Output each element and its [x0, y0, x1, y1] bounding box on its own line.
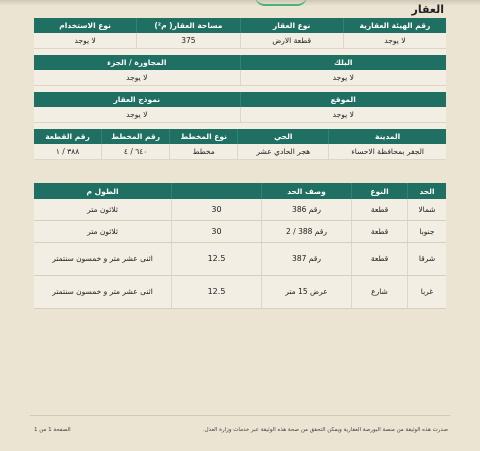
group2-value-row: [34, 70, 446, 86]
value-cell: هجر الحادي عشر: [238, 144, 329, 159]
length-cell: 30: [172, 199, 262, 220]
header-cell: الحي: [238, 129, 329, 144]
header-cell: وصف الحد: [262, 183, 352, 199]
side-cell: شرقا: [418, 254, 436, 264]
header-cell: مساحة العقار( م²): [137, 18, 240, 33]
value-cell: 375: [137, 33, 240, 48]
group2-header-row: [34, 55, 446, 70]
side-cell: شمالا: [418, 204, 436, 214]
decorative-swoosh: [255, 0, 307, 6]
footer-divider: [30, 415, 450, 416]
type-cell: قطعة: [352, 221, 408, 242]
side-cell: غربا: [420, 287, 434, 297]
header-cell: نوع الاستخدام: [34, 18, 137, 33]
group3-header-row: [34, 92, 446, 107]
length-cell: 12.5: [172, 276, 262, 308]
side-cell: جنوبا: [419, 226, 435, 236]
value-cell: لا يوجد: [34, 107, 241, 122]
value-cell: مخطط: [170, 144, 238, 159]
value-cell: لا يوجد: [332, 73, 354, 82]
length-text-cell: ثلاثون متر: [34, 221, 172, 242]
length-text-cell: اثنى عشر متر و خمسون سنتمتر: [34, 276, 172, 308]
header-cell: [172, 183, 262, 199]
header-cell: نوع العقار: [241, 18, 344, 33]
boundaries-header-row: [34, 183, 446, 199]
boundaries-table: [34, 183, 446, 309]
header-cell: الموقع: [330, 95, 356, 104]
group4-header-row: [34, 129, 446, 144]
header-cell: الحد: [419, 186, 435, 196]
group1-value-row: [34, 33, 446, 49]
type-cell: قطعة: [352, 243, 408, 275]
value-cell: ٣٨٨ / ١: [34, 144, 102, 159]
header-cell: نموذج العقار: [34, 92, 241, 107]
table-row: [34, 276, 446, 309]
header-cell: رقم الهيئة العقارية: [359, 21, 431, 30]
header-cell: رقم المخطط: [102, 129, 170, 144]
header-cell: نوع المخطط: [170, 129, 238, 144]
value-cell: ٦٤٠ / ٤: [102, 144, 170, 159]
group1-header-row: [34, 18, 446, 33]
value-cell: قطعة الارض: [241, 33, 344, 48]
header-cell: الطول م: [34, 183, 172, 199]
property-info-panel: [34, 18, 446, 160]
header-cell: رقم القطعة: [34, 129, 102, 144]
value-cell: الجفر بمحافظة الاحساء: [351, 147, 424, 156]
table-row: [34, 243, 446, 276]
type-cell: شارع: [352, 276, 408, 308]
table-row: [34, 199, 446, 221]
header-cell: البلك: [334, 58, 353, 67]
value-cell: لا يوجد: [34, 33, 137, 48]
length-cell: 12.5: [172, 243, 262, 275]
footer-note: صدرت هذه الوثيقة من منصة البورصة العقارية ويمكن التحقق من صحة هذه الوثيقة عبر خدمات وزارة العدل.: [202, 427, 448, 433]
section-title: العقار: [411, 3, 444, 16]
length-text-cell: اثنى عشر متر و خمسون سنتمتر: [34, 243, 172, 275]
type-cell: قطعة: [352, 199, 408, 220]
header-cell: المجاورة / الجزء: [34, 55, 241, 70]
page-number: الصفحة 1 من 1: [34, 427, 71, 433]
value-cell: لا يوجد: [34, 70, 241, 85]
header-cell: النوع: [352, 183, 408, 199]
desc-cell: رقم 388 / 2: [262, 221, 352, 242]
value-cell: لا يوجد: [332, 110, 354, 119]
desc-cell: عرض 15 متر: [262, 276, 352, 308]
length-cell: 30: [172, 221, 262, 242]
desc-cell: رقم 386: [262, 199, 352, 220]
length-text-cell: ثلاثون متر: [34, 199, 172, 220]
group3-value-row: [34, 107, 446, 123]
top-shadow: [0, 0, 480, 6]
header-cell: المدينة: [375, 132, 401, 141]
table-row: [34, 221, 446, 243]
desc-cell: رقم 387: [262, 243, 352, 275]
value-cell: لا يوجد: [384, 36, 406, 45]
group4-value-row: [34, 144, 446, 160]
